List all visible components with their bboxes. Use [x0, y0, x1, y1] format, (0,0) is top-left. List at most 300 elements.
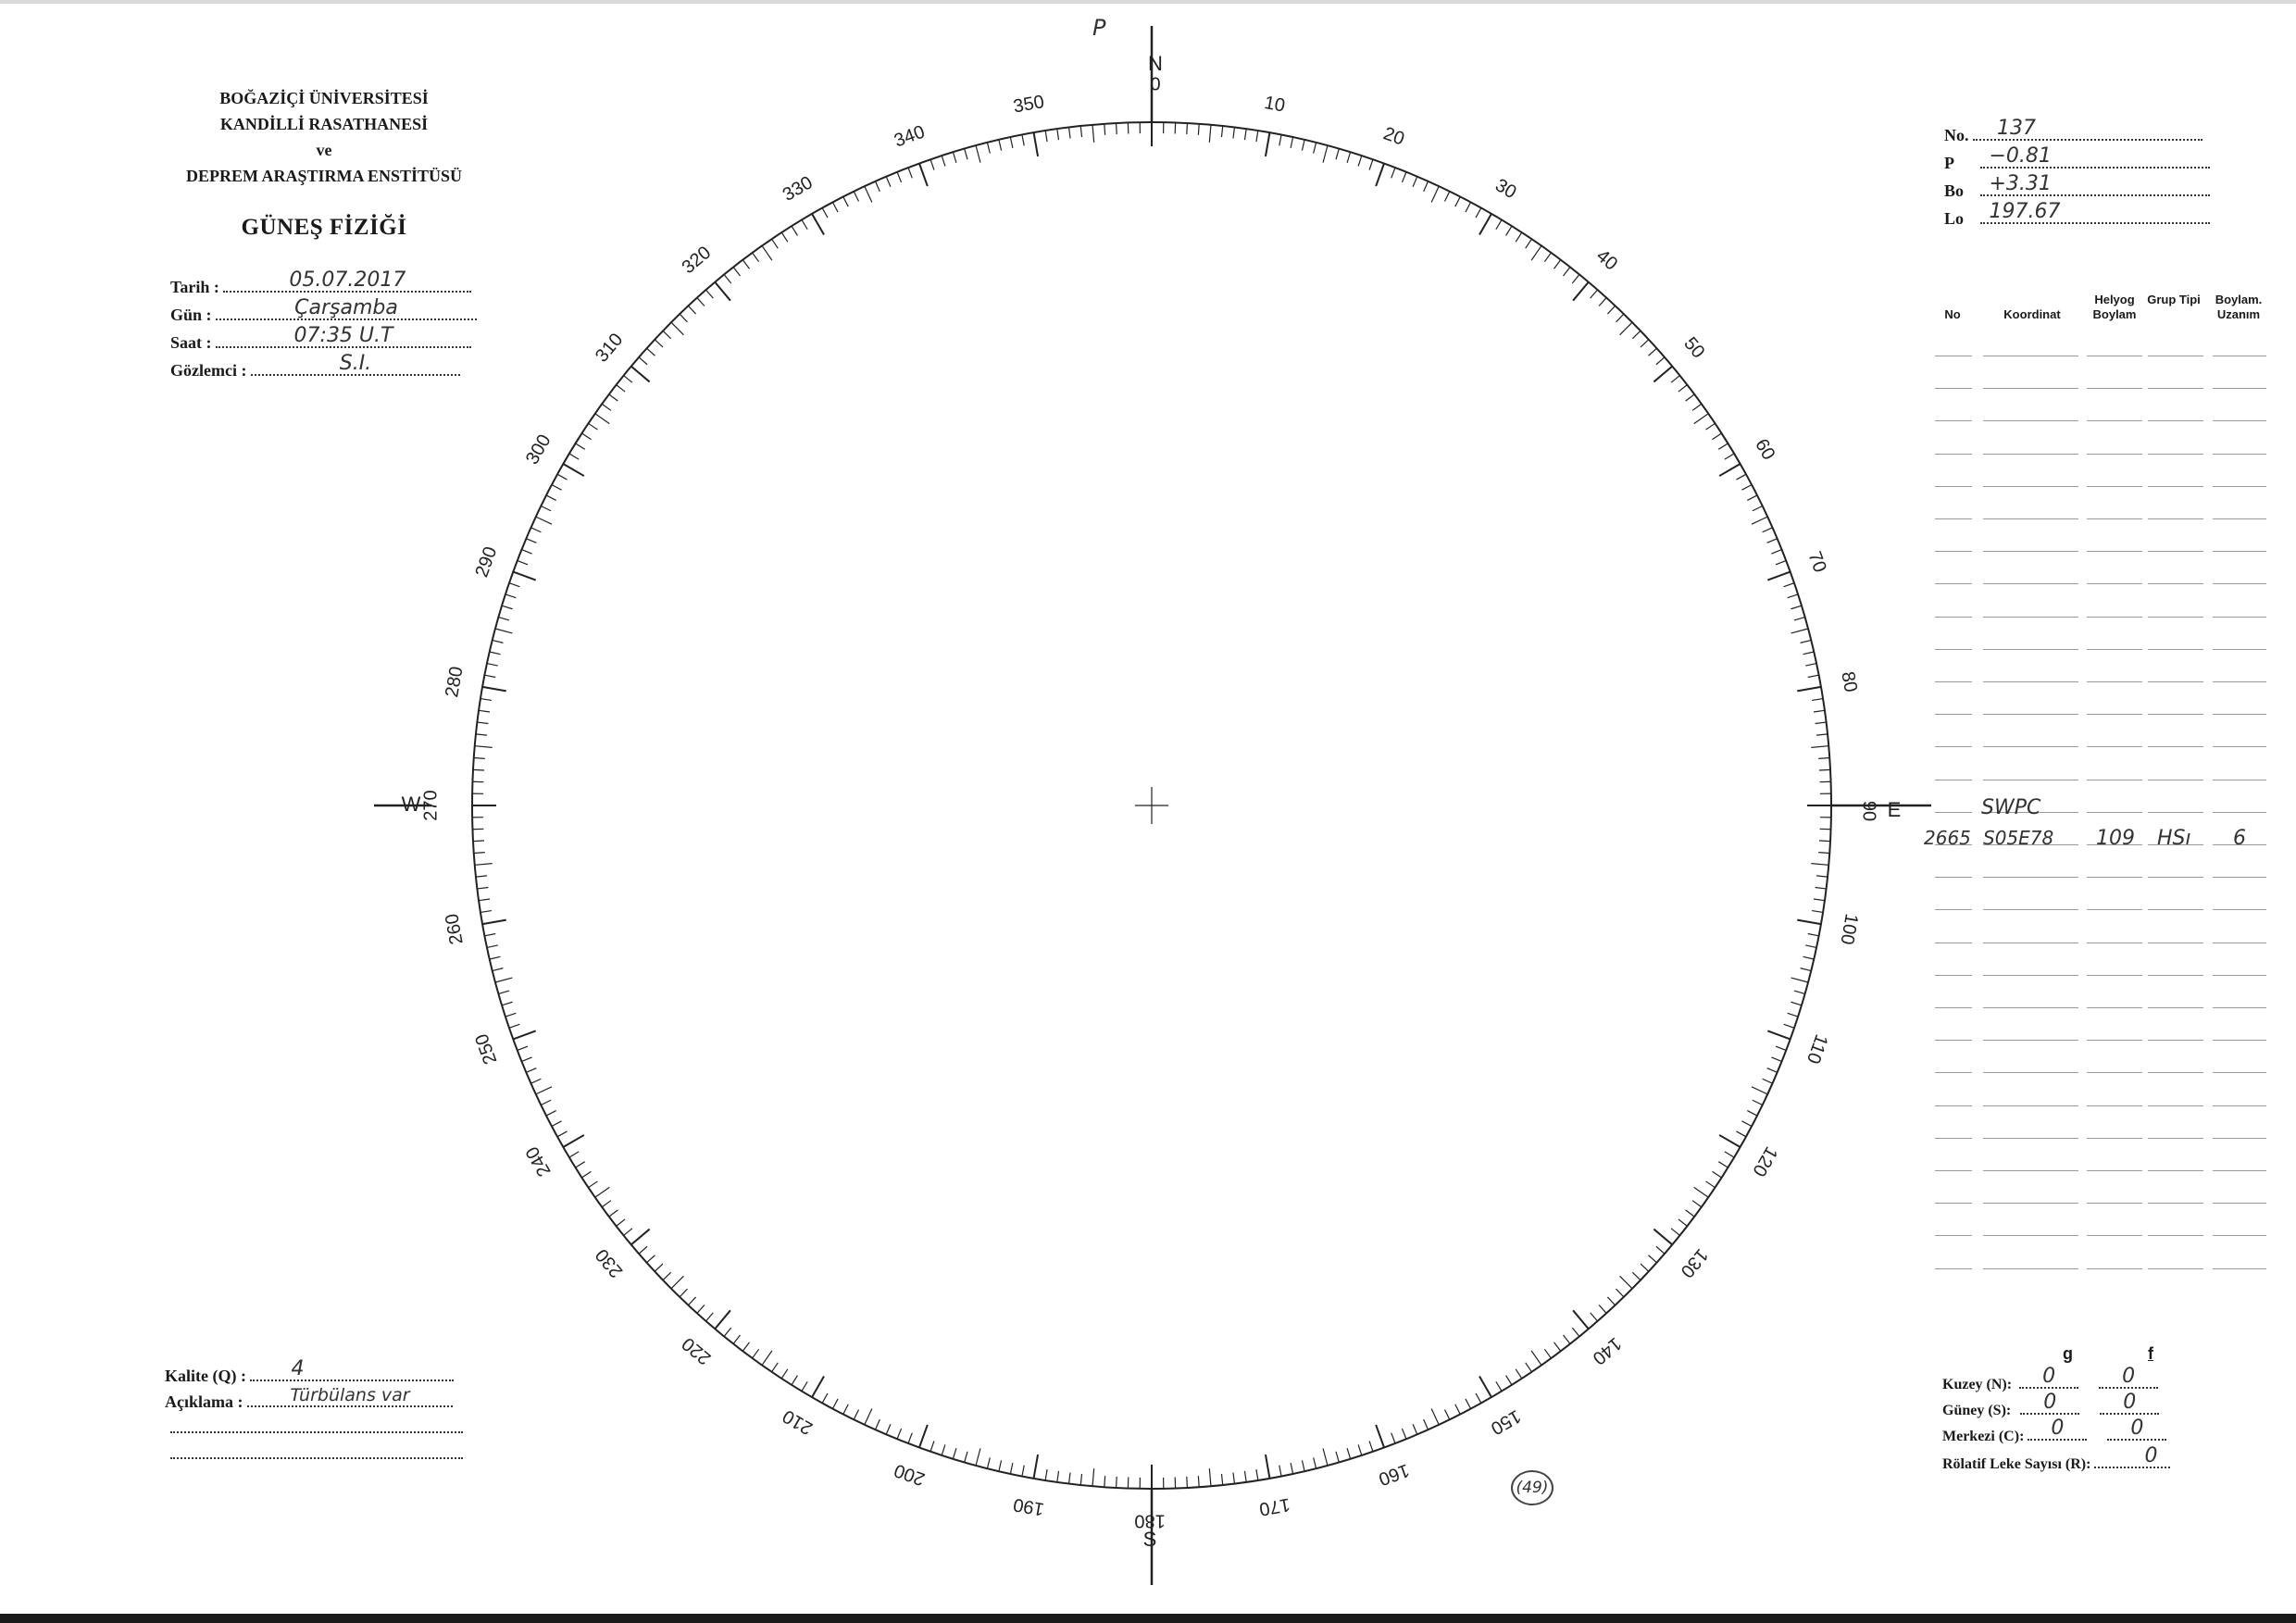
degree-tick — [484, 934, 495, 936]
degree-tick — [697, 1305, 705, 1313]
degree-tick — [1080, 1474, 1081, 1485]
degree-tick — [1819, 769, 1830, 770]
degree-tick — [1572, 1328, 1579, 1336]
degree-tick — [965, 149, 967, 160]
degree-tick — [1811, 746, 1828, 748]
institution-line: DEPREM ARAŞTIRMA ENSTİTÜSÜ — [185, 167, 463, 185]
degree-tick — [1256, 131, 1258, 142]
degree-tick — [1811, 864, 1828, 866]
degree-tick — [1496, 219, 1502, 229]
degree-tick — [639, 357, 647, 365]
degree-label: 70 — [1803, 548, 1830, 576]
degree-tick — [1573, 282, 1589, 301]
day-value: Çarşamba — [294, 296, 398, 319]
degree-tick — [1369, 1441, 1373, 1451]
table-header-type: Grup Tipi — [2147, 293, 2201, 306]
degree-tick — [1791, 606, 1801, 609]
degree-tick — [480, 699, 492, 701]
degree-tick — [742, 260, 749, 269]
degree-tick — [1788, 594, 1798, 598]
degree-tick — [762, 245, 772, 260]
degree-tick — [1607, 306, 1615, 314]
param-lo: Lo 197.67 — [1944, 206, 2210, 229]
degree-tick — [476, 734, 487, 735]
degree-tick — [509, 583, 519, 587]
degree-tick — [1069, 1473, 1070, 1484]
degree-tick — [1022, 1466, 1024, 1477]
degree-tick — [697, 298, 705, 306]
degree-tick — [1045, 131, 1047, 142]
degree-tick — [843, 1405, 848, 1415]
degree-tick — [1424, 1419, 1429, 1429]
south-label: S — [1142, 1527, 1157, 1551]
degree-tick — [526, 539, 536, 543]
degree-tick — [1747, 1111, 1757, 1116]
note-blank-line — [170, 1415, 463, 1438]
date-value: 05.07.2017 — [289, 268, 406, 292]
department-title: GÜNEŞ FİZİĞİ — [241, 215, 407, 240]
quality-label: Kalite (Q) : — [165, 1367, 246, 1385]
degree-tick — [1713, 1171, 1722, 1178]
degree-tick — [1599, 298, 1606, 306]
degree-tick — [1496, 1381, 1502, 1391]
degree-tick — [1808, 675, 1819, 677]
table-cell-no: 2665 — [1924, 827, 1971, 849]
degree-tick — [942, 156, 945, 166]
degree-tick — [762, 1351, 772, 1366]
degree-tick — [505, 1013, 516, 1017]
degree-tick — [1476, 1393, 1481, 1404]
degree-tick — [688, 1297, 695, 1305]
degree-tick — [484, 675, 495, 677]
degree-tick — [886, 177, 891, 187]
param-bo-value: +3.31 — [1989, 172, 2052, 195]
degree-tick — [1767, 1068, 1778, 1073]
degree-tick — [595, 414, 610, 424]
degree-tick — [1554, 260, 1561, 269]
degree-tick — [1767, 1030, 1790, 1039]
degree-tick — [1336, 1452, 1339, 1463]
degree-tick — [474, 758, 485, 759]
degree-tick — [1187, 1477, 1188, 1488]
degree-tick — [1753, 1100, 1763, 1105]
relative-sunspot-value: 0 — [2144, 1444, 2158, 1467]
degree-tick — [1376, 1425, 1384, 1448]
degree-tick — [1279, 1466, 1281, 1477]
degree-label: 260 — [442, 912, 468, 946]
degree-tick — [1816, 734, 1828, 735]
degree-tick — [490, 652, 501, 655]
degree-tick — [602, 404, 611, 410]
degree-tick — [647, 348, 655, 356]
degree-label: 230 — [592, 1244, 628, 1282]
degree-tick — [1788, 1013, 1798, 1017]
degree-tick — [875, 1419, 880, 1429]
degree-tick — [1816, 887, 1827, 888]
degree-tick — [1706, 423, 1716, 430]
institution-line: ve — [316, 141, 332, 159]
degree-tick — [671, 322, 683, 335]
degree-tick — [473, 769, 484, 770]
degree-tick — [1812, 911, 1823, 913]
degree-tick — [865, 1409, 872, 1425]
degree-tick — [502, 1002, 512, 1005]
degree-tick — [487, 945, 498, 948]
table-cell-coord: S05E78 — [1983, 827, 2054, 849]
degree-tick — [576, 1162, 585, 1167]
degree-tick — [663, 331, 671, 338]
degree-tick — [631, 367, 650, 382]
degree-label: 140 — [1588, 1332, 1626, 1369]
degree-tick — [865, 186, 872, 202]
day-label: Gün : — [170, 306, 212, 324]
degree-tick — [1369, 159, 1373, 169]
degree-tick — [1616, 1289, 1624, 1297]
degree-tick — [908, 1433, 912, 1443]
degree-tick — [1564, 267, 1570, 276]
degree-tick — [1479, 214, 1491, 235]
degree-tick — [1653, 1230, 1672, 1245]
degree-tick — [1753, 506, 1763, 510]
degree-tick — [999, 1460, 1002, 1471]
degree-label: 180 — [1134, 1510, 1166, 1531]
degree-tick — [521, 550, 531, 555]
table-header-extent: Boylam. Uzanım — [2215, 293, 2263, 321]
degree-tick — [1266, 132, 1270, 156]
degree-tick — [1763, 528, 1773, 532]
degree-tick — [647, 1255, 655, 1263]
degree-tick — [1805, 945, 1816, 948]
degree-tick — [987, 1457, 990, 1468]
degree-tick — [588, 1181, 597, 1188]
table-header-coord: Koordinat — [2003, 307, 2061, 321]
degree-tick — [1010, 137, 1012, 148]
degree-tick — [1591, 1313, 1598, 1321]
degree-tick — [1198, 124, 1199, 135]
degree-tick — [1526, 1363, 1532, 1372]
degree-tick — [482, 920, 506, 925]
degree-tick — [1544, 253, 1551, 262]
degree-tick — [1814, 710, 1825, 712]
note-value: Türbülans var — [290, 1385, 410, 1405]
degree-tick — [609, 1210, 618, 1217]
degree-tick — [1302, 140, 1304, 151]
degree-tick — [1784, 1024, 1794, 1028]
table-cell-extent: 6 — [2233, 827, 2246, 850]
degree-tick — [1801, 640, 1812, 643]
degree-tick — [671, 1276, 683, 1289]
degree-label: 300 — [521, 431, 555, 468]
observer-label: Gözlemci : — [170, 361, 247, 380]
degree-tick — [680, 1289, 687, 1297]
degree-tick — [479, 710, 490, 712]
degree-tick — [1656, 357, 1665, 365]
degree-tick — [1209, 125, 1211, 143]
degree-tick — [487, 664, 498, 667]
degree-tick — [617, 385, 625, 392]
institution-line: BOĞAZİÇİ ÜNİVERSİTESİ — [219, 89, 429, 107]
degree-tick — [609, 394, 618, 401]
degree-tick — [792, 1376, 797, 1385]
degree-tick — [1034, 1454, 1039, 1479]
degree-tick — [536, 517, 552, 524]
degree-tick — [1706, 1181, 1716, 1188]
param-p-value: −0.81 — [1989, 144, 2052, 168]
degree-tick — [854, 192, 858, 202]
degree-label: 200 — [892, 1459, 928, 1490]
degree-tick — [886, 1424, 891, 1434]
degree-label: 210 — [779, 1405, 817, 1439]
summary-center-g: 0 — [2051, 1417, 2065, 1440]
degree-tick — [1741, 1121, 1752, 1127]
degree-tick — [965, 1452, 967, 1463]
north-label: N — [1148, 51, 1163, 75]
degree-tick — [1104, 1476, 1105, 1487]
degree-tick — [843, 196, 848, 206]
degree-tick — [505, 594, 516, 598]
degree-tick — [987, 143, 990, 154]
degree-tick — [502, 606, 512, 609]
degree-tick — [1649, 1255, 1657, 1263]
degree-tick — [473, 841, 484, 842]
degree-tick — [733, 267, 740, 276]
degree-tick — [781, 1369, 788, 1379]
degree-tick — [1413, 1424, 1417, 1434]
degree-tick — [1776, 1046, 1786, 1050]
degree-tick — [1803, 652, 1814, 655]
degree-tick — [930, 1441, 934, 1451]
degree-tick — [1336, 149, 1339, 160]
summary-south-g: 0 — [2043, 1391, 2057, 1414]
degree-label: 130 — [1676, 1244, 1712, 1282]
degree-tick — [1323, 1448, 1328, 1465]
degree-tick — [477, 722, 488, 723]
degree-tick — [742, 1342, 749, 1352]
degree-label: 50 — [1679, 333, 1709, 363]
degree-tick — [1818, 758, 1829, 759]
degree-tick — [1692, 404, 1702, 410]
degree-tick — [557, 474, 567, 480]
degree-tick — [908, 168, 912, 178]
degree-tick — [1402, 172, 1405, 182]
degree-tick — [569, 454, 579, 459]
degree-tick — [1719, 1135, 1741, 1147]
degree-tick — [1791, 629, 1808, 633]
param-no: No. 137 — [1944, 122, 2202, 145]
degree-label: 60 — [1751, 435, 1779, 464]
degree-tick — [581, 1171, 591, 1178]
degree-label: 240 — [521, 1142, 555, 1180]
degree-tick — [1736, 1131, 1745, 1137]
degree-tick — [1279, 135, 1281, 146]
degree-tick — [753, 1349, 759, 1358]
degree-tick — [1516, 232, 1522, 242]
degree-tick — [1554, 1342, 1561, 1352]
observer-value: S.I. — [339, 352, 372, 375]
p-angle-mark: P — [1092, 15, 1106, 41]
degree-tick — [812, 1376, 824, 1397]
degree-tick — [919, 1425, 928, 1448]
degree-tick — [1694, 1187, 1709, 1197]
degree-tick — [1752, 517, 1767, 524]
degree-tick — [1591, 290, 1598, 298]
degree-tick — [897, 172, 901, 182]
degree-tick — [1771, 550, 1781, 555]
degree-tick — [493, 968, 504, 971]
degree-tick — [1209, 1468, 1211, 1486]
degree-tick — [976, 145, 980, 162]
summary-north-g: 0 — [2042, 1365, 2056, 1388]
degree-tick — [1466, 202, 1471, 212]
degree-tick — [1805, 664, 1816, 667]
degree-tick — [498, 618, 509, 620]
degree-label: 350 — [1011, 92, 1046, 118]
degree-tick — [1314, 143, 1316, 154]
summary-row: Merkezi (C): 0 0 — [1942, 1422, 2166, 1445]
relative-sunspot-number: Rölatif Leke Sayısı (R): 0 — [1942, 1450, 2170, 1473]
degree-tick — [1725, 1152, 1734, 1157]
degree-tick — [1599, 1305, 1606, 1313]
degree-tick — [1057, 129, 1059, 140]
degree-tick — [509, 1024, 519, 1028]
degree-tick — [617, 1219, 625, 1226]
degree-tick — [715, 1310, 730, 1329]
degree-tick — [1233, 1473, 1234, 1484]
degree-tick — [1686, 394, 1695, 401]
degree-tick — [1526, 239, 1532, 248]
degree-tick — [1794, 618, 1805, 620]
degree-tick — [563, 1135, 584, 1147]
degree-tick — [1620, 322, 1632, 335]
degree-tick — [822, 208, 828, 218]
degree-tick — [474, 853, 485, 854]
degree-tick — [475, 746, 493, 748]
degree-tick — [475, 864, 493, 866]
degree-tick — [521, 1057, 531, 1062]
degree-tick — [624, 1229, 632, 1236]
degree-tick — [1641, 1264, 1649, 1271]
degree-tick — [536, 1087, 552, 1094]
table-cell-lon: 109 — [2096, 827, 2135, 850]
degree-label: 80 — [1837, 669, 1861, 694]
degree-label: 290 — [471, 543, 502, 581]
degree-tick — [953, 152, 956, 163]
degree-tick — [1752, 1087, 1767, 1094]
degree-tick — [1808, 934, 1819, 936]
degree-tick — [705, 1313, 713, 1321]
degree-tick — [495, 629, 512, 633]
degree-tick — [490, 956, 501, 959]
degree-tick — [631, 1230, 650, 1245]
degree-label: 320 — [678, 242, 716, 279]
degree-label: 120 — [1748, 1142, 1782, 1180]
degree-tick — [1641, 340, 1649, 347]
degree-tick — [513, 1030, 535, 1039]
degree-tick — [1653, 367, 1672, 382]
degree-tick — [1413, 177, 1417, 187]
degree-tick — [781, 232, 788, 242]
degree-tick — [1347, 152, 1351, 163]
note-field — [165, 1385, 453, 1412]
param-bo: Bo +3.31 — [1944, 178, 2210, 201]
degree-tick — [1516, 1369, 1522, 1379]
degree-tick — [1816, 876, 1828, 877]
degree-tick — [930, 159, 934, 169]
degree-tick — [1531, 1351, 1541, 1366]
degree-tick — [1323, 145, 1328, 162]
degree-tick — [1741, 485, 1752, 491]
degree-tick — [552, 485, 562, 491]
degree-tick — [1791, 978, 1808, 982]
summary-header-f: f — [2148, 1344, 2153, 1363]
degree-tick — [639, 1246, 647, 1254]
degree-tick — [482, 687, 506, 692]
degree-tick — [655, 1264, 663, 1271]
degree-tick — [1818, 853, 1829, 854]
param-no-value: 137 — [1997, 117, 2036, 140]
degree-tick — [705, 290, 713, 298]
degree-tick — [1616, 314, 1624, 322]
degree-tick — [476, 876, 487, 877]
degree-tick — [1069, 128, 1070, 139]
degree-tick — [1391, 168, 1395, 178]
degree-tick — [655, 340, 663, 347]
degree-tick — [581, 433, 591, 440]
east-label: E — [1887, 797, 1902, 821]
degree-tick — [1476, 208, 1481, 218]
degree-tick — [1187, 123, 1188, 134]
degree-tick — [526, 1068, 536, 1073]
degree-tick — [832, 202, 838, 212]
degree-tick — [1747, 495, 1757, 500]
degree-tick — [480, 911, 492, 913]
table-cell-coord: SWPC — [1981, 796, 2041, 819]
degree-tick — [688, 306, 695, 314]
degree-tick — [1244, 129, 1246, 140]
degree-tick — [999, 140, 1002, 151]
degree-tick — [546, 1111, 556, 1116]
degree-tick — [1302, 1460, 1304, 1471]
degree-tick — [822, 1393, 828, 1404]
degree-tick — [498, 991, 509, 993]
degree-tick — [812, 214, 824, 235]
degree-tick — [733, 1335, 740, 1344]
degree-tick — [1531, 245, 1541, 260]
degree-tick — [595, 1187, 610, 1197]
degree-tick — [1794, 991, 1805, 993]
degree-tick — [1466, 1399, 1471, 1409]
summary-row: Güney (S): 0 0 — [1942, 1396, 2159, 1419]
degree-tick — [1767, 539, 1778, 543]
degree-tick — [1791, 1002, 1801, 1005]
degree-tick — [802, 219, 807, 229]
degree-tick — [1656, 1246, 1665, 1254]
degree-tick — [1431, 186, 1439, 202]
table-header-no: No — [1944, 307, 1961, 321]
page-number-mark: (49) — [1511, 1470, 1554, 1505]
degree-tick — [546, 495, 556, 500]
degree-tick — [1104, 124, 1105, 135]
degree-tick — [1221, 1474, 1222, 1485]
degree-tick — [1347, 1448, 1351, 1459]
degree-tick — [479, 899, 490, 901]
west-label: W — [401, 792, 421, 816]
degree-tick — [832, 1399, 838, 1409]
degree-tick — [1045, 1469, 1047, 1480]
degree-tick — [1506, 226, 1512, 235]
degree-tick — [1797, 687, 1821, 692]
degree-tick — [1801, 968, 1812, 971]
